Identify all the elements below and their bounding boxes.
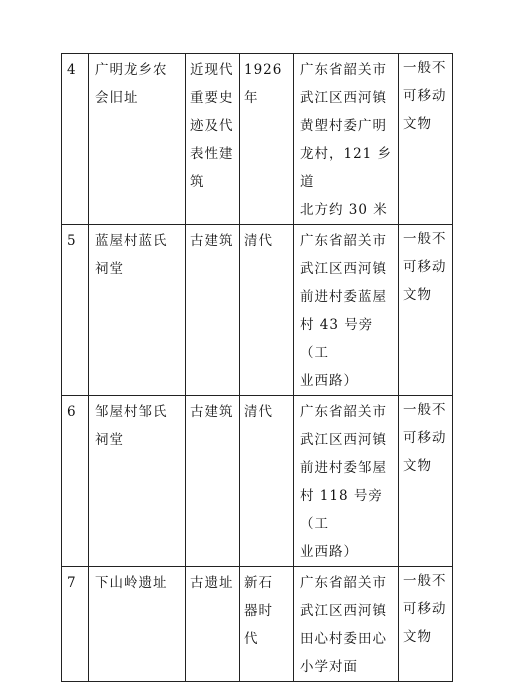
site-address-cell: [294, 225, 399, 396]
protection-level-cell: [399, 225, 453, 396]
site-era: 1926 年: [244, 62, 283, 106]
protection-level: 一般不 可移动 文物: [403, 231, 447, 303]
protection-level: 一般不 可移动 文物: [403, 402, 447, 474]
row-number: 7: [67, 575, 77, 591]
site-type: 古建筑: [190, 404, 234, 420]
site-address: 广东省韶关市 武江区西河镇 田心村委田心 小学对面: [300, 575, 387, 675]
site-name: 邹屋村邹氏 祠堂: [95, 404, 168, 448]
site-address-cell: [294, 54, 399, 225]
site-name-cell: [89, 396, 186, 567]
site-era: 清代: [244, 233, 273, 249]
site-name: 广明龙乡农 会旧址: [95, 62, 168, 106]
site-type-cell: [186, 54, 240, 225]
heritage-table: [61, 53, 453, 682]
protection-level-cell: [399, 567, 453, 682]
site-name-cell: [89, 225, 186, 396]
row-number-cell: [62, 54, 89, 225]
site-address: 广东省韶关市 武江区西河镇 前进村委邹屋 村 118 号旁（工 业西路）: [300, 404, 387, 560]
site-era-cell: [240, 54, 294, 225]
site-name-cell: [89, 567, 186, 682]
site-era: 新石 器时 代: [244, 575, 273, 647]
protection-level-cell: [399, 54, 453, 225]
row-number: 4: [67, 62, 77, 78]
table-row: [62, 396, 453, 567]
site-name-cell: [89, 54, 186, 225]
site-era-cell: [240, 225, 294, 396]
row-number: 5: [67, 233, 77, 249]
site-type: 近现代 重要史 迹及代 表性建 筑: [190, 62, 234, 190]
protection-level: 一般不 可移动 文物: [403, 60, 447, 132]
site-address-cell: [294, 567, 399, 682]
protection-level: 一般不 可移动 文物: [403, 573, 447, 645]
site-address-cell: [294, 396, 399, 567]
site-era-cell: [240, 396, 294, 567]
protection-level-cell: [399, 396, 453, 567]
site-type: 古建筑: [190, 233, 234, 249]
table-row: [62, 567, 453, 682]
site-type-cell: [186, 567, 240, 682]
site-name: 蓝屋村蓝氏 祠堂: [95, 233, 168, 277]
table-row: [62, 54, 453, 225]
site-era-cell: [240, 567, 294, 682]
site-name: 下山岭遗址: [95, 575, 168, 591]
row-number-cell: [62, 396, 89, 567]
site-type-cell: [186, 396, 240, 567]
row-number: 6: [67, 404, 77, 420]
site-type: 古遗址: [190, 575, 234, 591]
site-address: 广东省韶关市 武江区西河镇 前进村委蓝屋 村 43 号旁（工 业西路）: [300, 233, 387, 389]
site-address: 广东省韶关市 武江区西河镇 黄塱村委广明 龙村，121 乡道 北方约 30 米: [300, 62, 393, 218]
site-type-cell: [186, 225, 240, 396]
site-era: 清代: [244, 404, 273, 420]
row-number-cell: [62, 567, 89, 682]
row-number-cell: [62, 225, 89, 396]
table-row: [62, 225, 453, 396]
